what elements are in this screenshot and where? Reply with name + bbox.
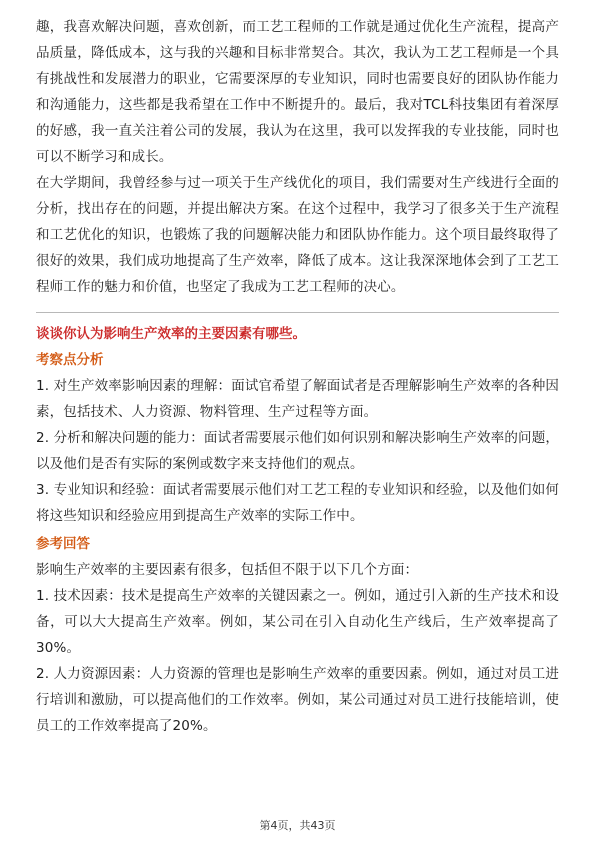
question-title: 谈谈你认为影响生产效率的主要因素有哪些。	[36, 326, 306, 342]
answer-item: 2. 人力资源因素：人力资源的管理也是影响生产效率的重要因素。例如，通过对员工进行培训和激励，可以提高他们的工作效率。例如，某公司通过对员工进行技能培训，使员工的工作效率提高了20%。	[36, 666, 559, 734]
document-page	[36, 14, 559, 739]
analysis-item: 1. 对生产效率影响因素的理解：面试官希望了解面试者是否理解影响生产效率的各种因素，包括技术、人力资源、物料管理、生产过程等方面。	[36, 378, 559, 420]
intro-paragraph-1: 趣，我喜欢解决问题，喜欢创新，而工艺工程师的工作就是通过优化生产流程，提高产品质量，降低成本，这与我的兴趣和目标非常契合。其次，我认为工艺工程师是一个具有挑战性和发展潜力的职业，它需要深厚的专业知识，同时也需要良好的团队协作能力和沟通能力，这些都是我希望在工作中不断提升的。最后，我对TCL科技集团有着深厚的好感，我一直关注着公司的发展，我认为在这里，我可以发挥我的专业技能，同时也可以不断学习和成长。	[36, 19, 559, 165]
answer-heading: 参考回答	[36, 536, 90, 552]
intro-paragraph-2: 在大学期间，我曾经参与过一项关于生产线优化的项目，我们需要对生产线进行全面的分析，找出存在的问题，并提出解决方案。在这个过程中，我学习了很多关于生产流程和工艺优化的知识，也锻炼了我的问题解决能力和团队协作能力。这个项目最终取得了很好的效果，我们成功地提高了生产效率，降低了成本。这让我深深地体会到了工艺工程师工作的魅力和价值，也坚定了我成为工艺工程师的决心。	[36, 175, 559, 295]
analysis-item: 2. 分析和解决问题的能力：面试者需要展示他们如何识别和解决影响生产效率的问题，以及他们是否有实际的案例或数字来支持他们的观点。	[36, 430, 559, 472]
page-number: 第4页，共43页	[259, 819, 336, 832]
answer-item: 1. 技术因素：技术是提高生产效率的关键因素之一。例如，通过引入新的生产技术和设备，可以大大提高生产效率。例如，某公司在引入自动化生产线后，生产效率提高了30%。	[36, 588, 559, 656]
analysis-item: 3. 专业知识和经验：面试者需要展示他们对工艺工程的专业知识和经验，以及他们如何将这些知识和经验应用到提高生产效率的实际工作中。	[36, 482, 559, 524]
analysis-heading: 考察点分析	[36, 352, 104, 368]
section-divider	[36, 312, 559, 313]
answer-lead: 影响生产效率的主要因素有很多，包括但不限于以下几个方面：	[36, 562, 419, 578]
